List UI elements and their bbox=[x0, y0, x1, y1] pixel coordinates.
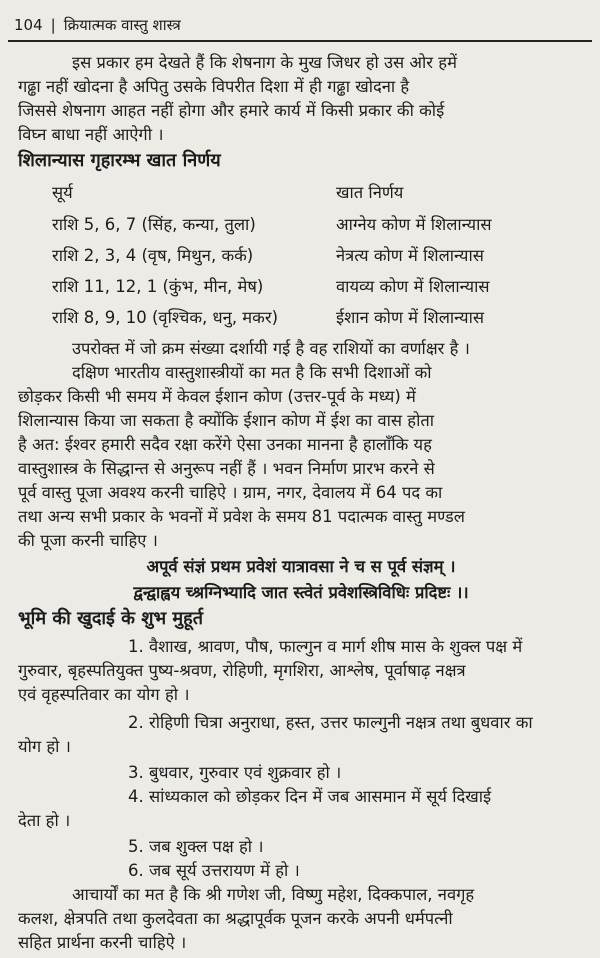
table-cell: ईशान कोण में शिलान्यास bbox=[336, 308, 485, 327]
book-title: क्रियात्मक वास्तु शास्त्र bbox=[63, 16, 181, 34]
table-row bbox=[18, 307, 584, 329]
text-line: है अत: ईश्वर हमारी सदैव रक्षा करेंगे ऐसा उनका मानना है हालाँकि यह bbox=[18, 435, 432, 454]
table-cell: राशि 8, 9, 10 (वृश्चिक, धनु, मकर) bbox=[52, 308, 279, 327]
section-heading: भूमि की खुदाई के शुभ मुहूर्त bbox=[18, 608, 203, 629]
list-item: 5. जब शुक्ल पक्ष हो । bbox=[128, 837, 264, 856]
table-cell: राशि 5, 6, 7 (सिंह, कन्या, तुला) bbox=[52, 215, 256, 234]
table-row bbox=[18, 214, 584, 236]
text-line: कलश, क्षेत्रपति तथा कुलदेवता का श्रद्धापूर्वक पूजन करके अपनी धर्मपत्नी bbox=[18, 909, 453, 928]
header-rule bbox=[8, 40, 592, 42]
text-line: छोड़कर किसी भी समय में केवल ईशान कोण (उत्तर-पूर्व के मध्य) में bbox=[18, 387, 416, 406]
table-cell: वायव्य कोण में शिलान्यास bbox=[336, 277, 490, 296]
text-line: योग हो । bbox=[18, 737, 71, 756]
text-line: वास्तुशास्त्र के सिद्धान्त से अनुरूप नहीं हैं । भवन निर्माण प्रारभ करने से bbox=[18, 459, 435, 478]
text-line: शिलान्यास किया जा सकता है क्योंकि ईशान कोण में ईश का वास होता bbox=[18, 411, 435, 430]
text-line: जिससे शेषनाग आहत नहीं होगा और हमारे कार्य में किसी प्रकार की कोई bbox=[18, 101, 445, 120]
list-item: 6. जब सूर्य उत्तरायण में हो । bbox=[128, 861, 300, 880]
text-line: दक्षिण भारतीय वास्तुशास्त्रीयों का मत है कि सभी दिशाओं को bbox=[72, 363, 432, 382]
text-line: पूर्व वास्तु पूजा अवश्य करनी चाहिऐ । ग्राम, नगर, देवालय में 64 पद का bbox=[18, 483, 443, 502]
list-item: 4. सांध्यकाल को छोड़कर दिन में जब आसमान में सूर्य दिखाई bbox=[128, 787, 492, 806]
text-line: एवं वृहस्पतिवार का योग हो । bbox=[18, 685, 190, 704]
text-line: देता हो । bbox=[18, 811, 71, 830]
table-cell: आग्नेय कोण में शिलान्यास bbox=[336, 215, 492, 234]
page-header: 104 | क्रियात्मक वास्तु शास्त्र bbox=[14, 16, 181, 34]
table-header-row bbox=[18, 182, 584, 204]
text-line: तथा अन्य सभी प्रकार के भवनों में प्रवेश के समय 81 पदात्मक वास्तु मण्डल bbox=[18, 507, 465, 526]
table-row bbox=[18, 276, 584, 298]
table-header-cell: सूर्य bbox=[52, 183, 73, 202]
text-line: इस प्रकार हम देखते हैं कि शेषनाग के मुख जिधर हो उस ओर हमें bbox=[72, 53, 457, 72]
text-line: गढ्ढा नहीं खोदना है अपितु उसके विपरीत दिशा में ही गढ्ढा खोदना है bbox=[18, 77, 410, 96]
shloka-line: अपूर्व संज्ञं प्रथम प्रवेशं यात्रावसा ने च स पूर्व संज्ञम् । bbox=[146, 557, 456, 576]
text-line: आचार्यों का मत है कि श्री गणेश जी, विष्णु महेश, दिक्कपाल, नवगृह bbox=[72, 885, 475, 904]
text-line: की पूजा करनी चाहिए । bbox=[18, 531, 158, 550]
list-item: 3. बुधवार, गुरुवार एवं शुक्रवार हो । bbox=[128, 763, 342, 782]
text-line: सहित प्रार्थना करनी चाहिऐ । bbox=[18, 933, 187, 952]
table-row bbox=[18, 245, 584, 267]
text-line: गुरुवार, बृहस्पतियुक्त पुष्य-श्रवण, रोहिणी, मृगशिरा, आश्लेष, पूर्वाषाढ़ नक्षत्र bbox=[18, 661, 466, 680]
shloka-line: द्वन्द्वाह्वय च्श्रग्निभ्यादि जात स्त्वेतं प्रवेशस्त्रिविधिः प्रदिष्टः ।। bbox=[133, 583, 469, 602]
list-item: 2. रोहिणी चित्रा अनुराधा, हस्त, उत्तर फाल्गुनी नक्षत्र तथा बुधवार का bbox=[128, 713, 533, 732]
table-cell: राशि 2, 3, 4 (वृष, मिथुन, कर्क) bbox=[52, 246, 254, 265]
table-cell: राशि 11, 12, 1 (कुंभ, मीन, मेष) bbox=[52, 277, 264, 296]
text-line: विघ्न बाधा नहीं आऐगी । bbox=[18, 125, 164, 144]
text-line: उपरोक्त में जो क्रम संख्या दर्शायी गई है वह राशियों का वर्णाक्षर है । bbox=[72, 339, 470, 358]
table-cell: नेत्रत्य कोण में शिलान्यास bbox=[336, 246, 484, 265]
table-header-cell: खात निर्णय bbox=[336, 183, 404, 202]
page-number: 104 bbox=[14, 16, 43, 34]
list-item: 1. वैशाख, श्रावण, पौष, फाल्गुन व मार्ग शीष मास के शुक्ल पक्ष में bbox=[128, 637, 523, 656]
section-heading: शिलान्यास गृहारम्भ खात निर्णय bbox=[18, 150, 221, 171]
